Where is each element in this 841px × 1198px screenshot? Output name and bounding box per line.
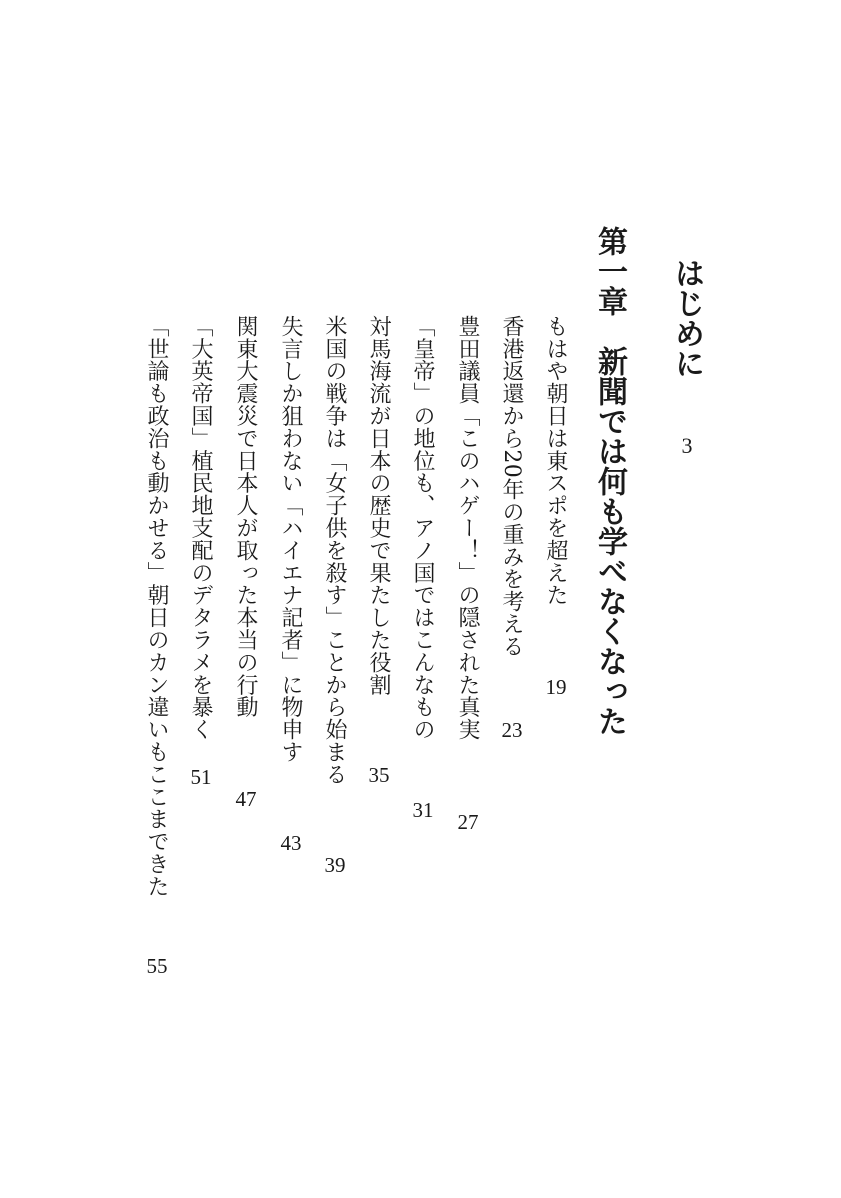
chapter-title: 第一章 新聞では何も学べなくなった — [592, 226, 627, 736]
toc-entry-7-page: 43 — [280, 831, 302, 855]
toc-entry-3: 豊田議員「このハゲー！」の隠された真実 — [455, 315, 480, 741]
toc-entry-8-page: 47 — [235, 787, 257, 811]
toc-entry-3-page: 27 — [457, 810, 479, 834]
toc-entry-5-page: 35 — [368, 763, 390, 787]
toc-entry-1: もはや朝日は東スポを超えた — [543, 315, 568, 607]
toc-entry-4: 「皇帝」の地位も、アノ国ではこんなもの — [410, 315, 435, 741]
toc-entry-8: 関東大震災で日本人が取った本当の行動 — [233, 315, 258, 719]
toc-entry-2-page: 23 — [501, 718, 523, 742]
toc-entry-6-page: 39 — [324, 853, 346, 877]
toc-entry-10-page: 55 — [146, 954, 168, 978]
toc-entry-6: 米国の戦争は「女子供を殺す」ことから始まる — [322, 315, 347, 786]
toc-entry-9-page: 51 — [190, 765, 212, 789]
toc-entry-2: 香港返還から20年の重みを考える — [499, 315, 524, 658]
toc-page-intro: 3 — [681, 433, 693, 458]
toc-entry-10: 「世論も政治も動かせる」朝日のカン違いもここまできた — [144, 315, 169, 898]
toc-entry-7: 失言しか狙わない「ハイエナ記者」に物申す — [278, 315, 303, 763]
toc-entry-1-page: 19 — [545, 675, 567, 699]
toc-entry-5: 対馬海流が日本の歴史で果たした役割 — [366, 315, 391, 696]
toc-entry-9: 「大英帝国」植民地支配のデタラメを暴く — [188, 315, 213, 741]
toc-entry-4-page: 31 — [412, 798, 434, 822]
toc-heading-intro: はじめに — [669, 258, 704, 378]
